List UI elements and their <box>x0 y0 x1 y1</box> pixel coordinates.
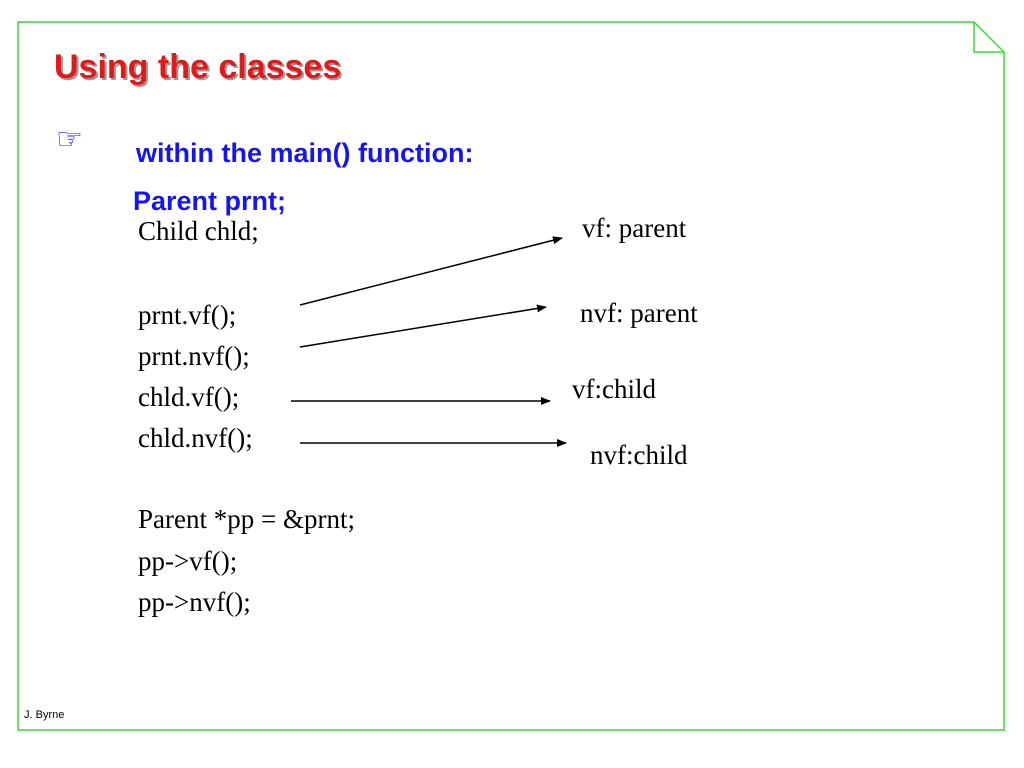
intro-text: within the main() function: <box>136 138 474 168</box>
code-line: pp->vf(); <box>138 546 238 576</box>
parent-declaration: Parent prnt; <box>133 186 287 216</box>
author-footer: J. Byrne <box>24 709 65 721</box>
arrow-prnt-nvf <box>300 307 546 347</box>
arrow-prnt-vf <box>300 238 562 305</box>
pointing-hand-icon: ☞ <box>56 122 83 157</box>
output-label: vf: parent <box>582 213 687 243</box>
slide-title: Using the classes <box>54 48 342 86</box>
output-label: vf:child <box>572 374 656 404</box>
code-line: Parent *pp = &prnt; <box>138 504 355 534</box>
page-border <box>18 22 1004 730</box>
code-line: pp->nvf(); <box>138 587 251 617</box>
code-line: Child chld; <box>138 216 259 246</box>
output-label: nvf: parent <box>580 298 698 328</box>
code-line: prnt.vf(); <box>138 300 237 330</box>
code-line: chld.nvf(); <box>138 423 253 453</box>
output-label: nvf:child <box>590 440 688 470</box>
code-line: prnt.nvf(); <box>138 341 250 371</box>
code-line: chld.vf(); <box>138 382 240 412</box>
